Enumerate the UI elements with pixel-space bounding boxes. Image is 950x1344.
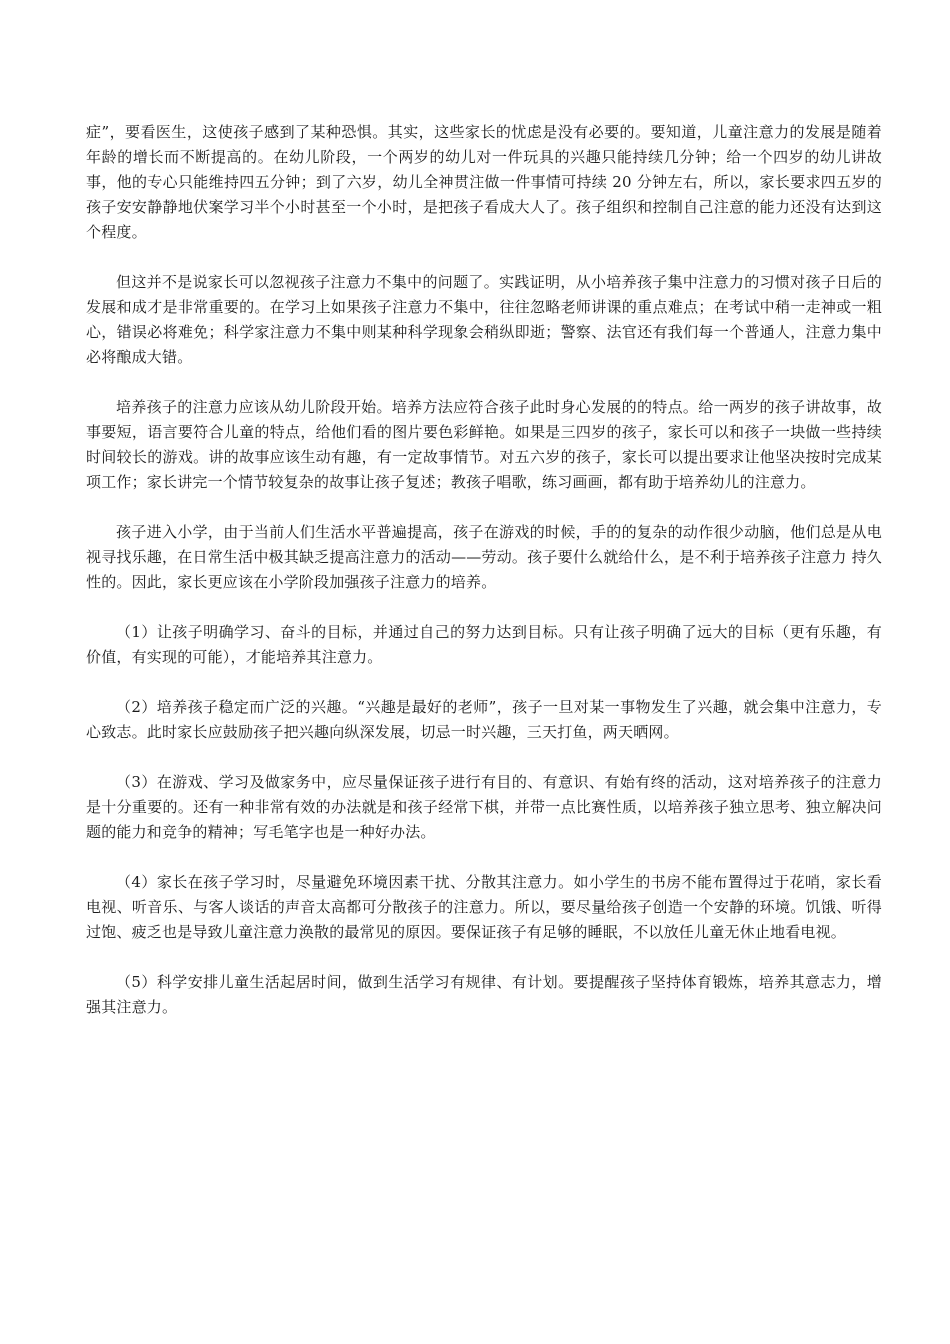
paragraph-early-training: 培养孩子的注意力应该从幼儿阶段开始。培养方法应符合孩子此时身心发展的的特点。给一两岁的孩子讲故事，故事要短，语言要符合儿童的特点，给他们看的图片要色彩鲜艳。如果是三四岁的孩子，家长可以和孩子一块做一些持续时间较长的游戏。讲的故事应该生动有趣，有一定故事情节。对五六岁的孩子，家长可以提出要求让他坚决按时完成某项工作；家长讲完一个情节较复杂的故事让孩子复述；教孩子唱歌，练习画画，都有助于培养幼儿的注意力。 — [86, 398, 882, 491]
paragraph-tip-2: （2）培养孩子稳定而广泛的兴趣。“兴趣是最好的老师”，孩子一旦对某一事物发生了兴趣，就会集中注意力，专心致志。此时家长应鼓励孩子把兴趣向纵深发展，切忌一时兴趣，三天打鱼，两天晒网。 — [86, 698, 882, 741]
document-page — [86, 120, 882, 1045]
paragraph-primary-school: 孩子进入小学，由于当前人们生活水平普遍提高，孩子在游戏的时候，手的的复杂的动作很少动脑，他们总是从电视寻找乐趣，在日常生活中极其缺乏提高注意力的活动——劳动。孩子要什么就给什么，是不利于培养孩子注意力 持久性的。因此，家长更应该在小学阶段加强孩子注意力的培养。 — [86, 523, 882, 591]
paragraph-continuation: 症”，要看医生，这使孩子感到了某种恐惧。其实，这些家长的忧虑是没有必要的。要知道，儿童注意力的发展是随着年龄的增长而不断提高的。在幼儿阶段，一个两岁的幼儿对一件玩具的兴趣只能持续几分钟；给一个四岁的幼儿讲故事，他的专心只能维持四五分钟；到了六岁，幼儿全神贯注做一件事情可持续 20 分钟左右，所以，家长要求四五岁的孩子安安静静地伏案学习半个小时甚至一个小时，是把孩子看成大人了。孩子组织和控制自己注意的能力还没有达到这个程度。 — [86, 123, 882, 241]
paragraph-importance: 但这并不是说家长可以忽视孩子注意力不集中的问题了。实践证明，从小培养孩子集中注意力的习惯对孩子日后的发展和成才是非常重要的。在学习上如果孩子注意力不集中，往往忽略老师讲课的重点难点；在考试中稍一走神或一粗心，错误必将难免；科学家注意力不集中则某种科学现象会稍纵即逝；警察、法官还有我们每一个普通人，注意力集中必将酿成大错。 — [86, 273, 882, 366]
paragraph-tip-3: （3）在游戏、学习及做家务中，应尽量保证孩子进行有目的、有意识、有始有终的活动，这对培养孩子的注意力是十分重要的。还有一种非常有效的办法就是和孩子经常下棋，并带一点比赛性质，以培养孩子独立思考、独立解决问题的能力和竞争的精神；写毛笔字也是一种好办法。 — [86, 773, 882, 841]
paragraph-tip-5: （5）科学安排儿童生活起居时间，做到生活学习有规律、有计划。要提醒孩子坚持体育锻炼，培养其意志力，增强其注意力。 — [86, 973, 882, 1016]
paragraph-tip-4: （4）家长在孩子学习时，尽量避免环境因素干扰、分散其注意力。如小学生的书房不能布置得过于花哨，家长看电视、听音乐、与客人谈话的声音太高都可分散孩子的注意力。所以，要尽量给孩子创造一个安静的环境。饥饿、听得过饱、疲乏也是导致儿童注意力涣散的最常见的原因。要保证孩子有足够的睡眠，不以放任儿童无休止地看电视。 — [86, 873, 882, 941]
paragraph-tip-1: （1）让孩子明确学习、奋斗的目标，并通过自己的努力达到目标。只有让孩子明确了远大的目标（更有乐趣，有价值，有实现的可能），才能培养其注意力。 — [86, 623, 882, 666]
